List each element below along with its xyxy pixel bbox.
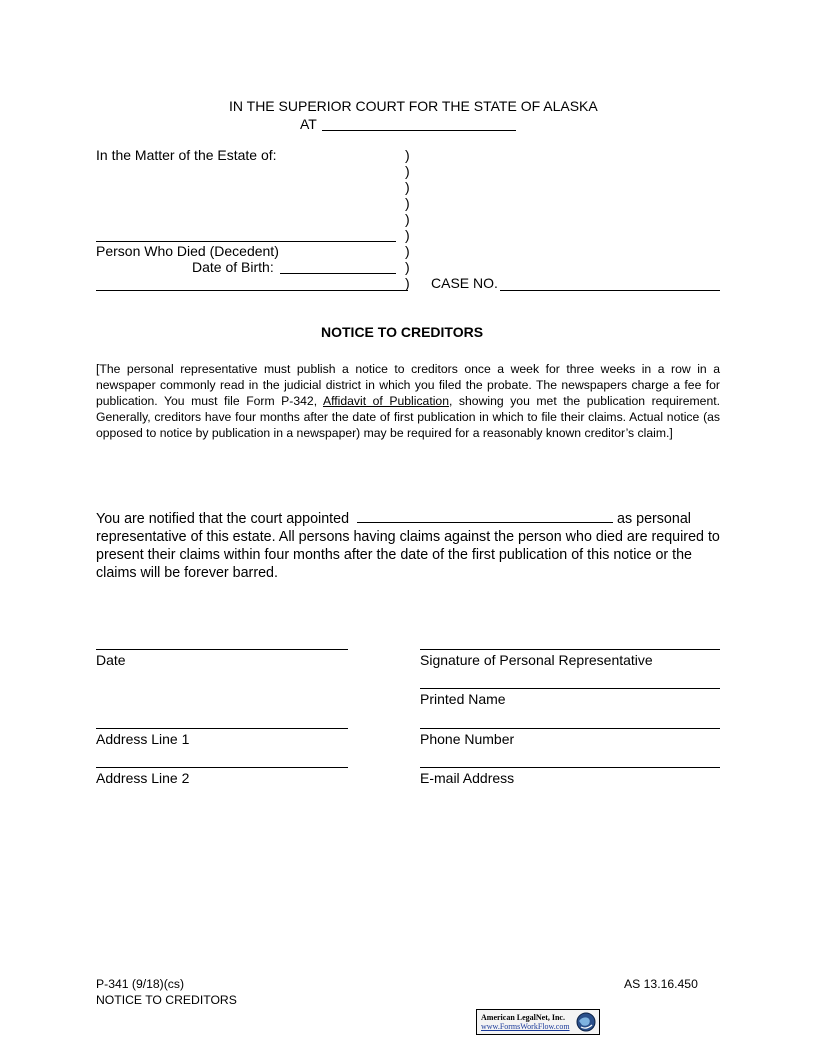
instructions-text-1: [The personal representative must publish a notice to creditors once a week for three weeks in a row in a newspaper commonly read in the judicial district in which you filed the probate. The newspapers charge a fee for publication. You must file Form P-342, — [96, 362, 720, 409]
caption-paren: ) — [405, 147, 410, 163]
case-no-label: CASE NO. — [431, 275, 498, 291]
caption-paren: ) — [405, 259, 410, 275]
logo-website[interactable]: www.FormsWorkFlow.com — [481, 1022, 570, 1031]
statute-reference: AS 13.16.450 — [624, 977, 698, 991]
caption-paren: ) — [405, 211, 410, 227]
case-no-field[interactable] — [500, 290, 720, 291]
form-id: P-341 (9/18)(cs) — [96, 977, 185, 991]
american-legalnet-logo[interactable] — [476, 1009, 600, 1035]
instructions-text-2: , showing you met the publication requirement. Generally, creditors have four months after the date of first publication in which to file their claims. Actual notice (as opposed to notice by publication in a newspaper) may be required for a reasonably known creditor’s claim.] — [96, 394, 720, 441]
signature-label: Signature of Personal Representative — [420, 652, 653, 668]
printed-name-label: Printed Name — [420, 691, 506, 707]
dob-label: Date of Birth: — [192, 259, 274, 275]
decedent-name-field[interactable] — [96, 241, 396, 242]
personal-representative-name-field[interactable] — [357, 509, 613, 523]
printed-name-field[interactable] — [420, 688, 720, 689]
date-field[interactable] — [96, 649, 348, 650]
phone-number-field[interactable] — [420, 728, 720, 729]
at-location-field[interactable] — [322, 130, 516, 131]
notice-paragraph — [96, 509, 720, 582]
address-line-2-label: Address Line 2 — [96, 770, 190, 786]
at-label: AT — [300, 116, 317, 132]
caption-paren: ) — [405, 243, 410, 259]
logo-company-name: American LegalNet, Inc. — [481, 1013, 565, 1022]
estate-matter-label: In the Matter of the Estate of: — [96, 147, 277, 163]
phone-number-label: Phone Number — [420, 731, 515, 747]
decedent-label: Person Who Died (Decedent) — [96, 243, 279, 259]
caption-paren: ) — [405, 179, 410, 195]
instructions-paragraph — [96, 361, 720, 441]
notice-text-2: as personal representative of this estate. All persons having claims against the person who died are required to present their claims within four months after the date of the first publication of this notice or the claims will be forever barred. — [96, 511, 720, 581]
caption-paren: ) — [405, 275, 410, 291]
address-line-1-field[interactable] — [96, 728, 348, 729]
date-label: Date — [96, 652, 126, 668]
address-line-2-field[interactable] — [96, 767, 348, 768]
caption-paren: ) — [405, 227, 410, 243]
globe-icon — [576, 1012, 596, 1032]
address-line-1-label: Address Line 1 — [96, 731, 190, 747]
document-title: NOTICE TO CREDITORS — [321, 324, 484, 340]
caption-paren: ) — [405, 163, 410, 179]
email-address-field[interactable] — [420, 767, 720, 768]
dob-field[interactable] — [280, 273, 396, 274]
caption-bottom-line — [96, 290, 408, 291]
signature-field[interactable] — [420, 649, 720, 650]
court-heading: IN THE SUPERIOR COURT FOR THE STATE OF ALASKA — [229, 98, 598, 114]
affidavit-of-publication-link[interactable]: Affidavit of Publication — [322, 394, 449, 409]
email-address-label: E-mail Address — [420, 770, 515, 786]
form-title-footer: NOTICE TO CREDITORS — [96, 993, 237, 1007]
caption-paren: ) — [405, 195, 410, 211]
notice-text-1: You are notified that the court appointed — [96, 511, 350, 527]
